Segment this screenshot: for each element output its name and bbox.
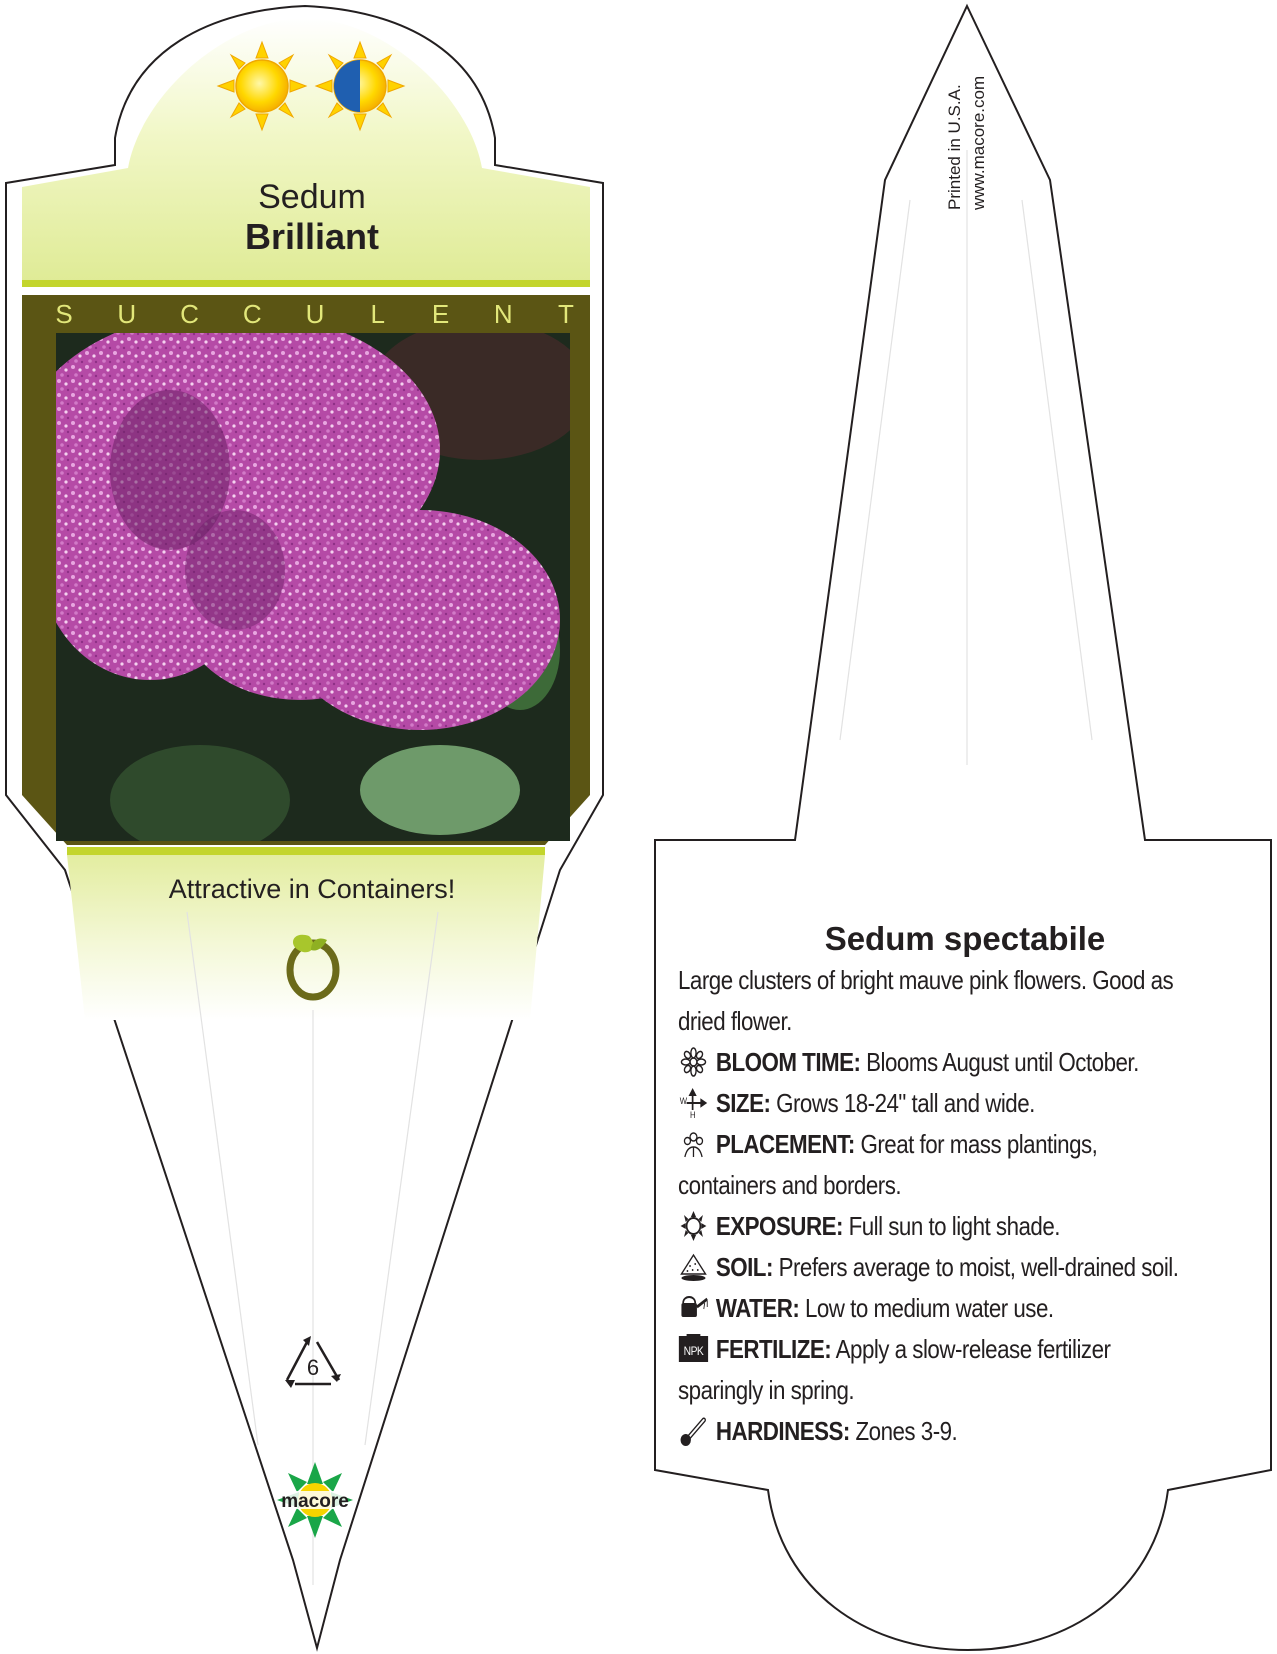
- category-letter: T: [558, 299, 574, 329]
- tagline-band-top: [67, 847, 545, 855]
- care-text: Low to medium water use.: [799, 1293, 1054, 1323]
- recycle-number: 6: [306, 1355, 320, 1380]
- care-label: HARDINESS:: [715, 1416, 850, 1446]
- flower-icon: [678, 1047, 709, 1077]
- care-row: [678, 1247, 1187, 1288]
- printed-in: Printed in U.S.A.: [945, 84, 964, 210]
- care-row: [678, 1411, 1187, 1452]
- care-text: Great for mass plantings, containers and borders.: [678, 1129, 1098, 1200]
- category-letter: C: [242, 299, 262, 329]
- sun-outline-icon: [678, 1211, 709, 1241]
- npk-icon: [678, 1334, 709, 1364]
- macore-logo-icon: [277, 1462, 353, 1538]
- category-letter: C: [180, 299, 199, 329]
- website: www.macore.com: [969, 75, 988, 210]
- category-label: [55, 299, 574, 329]
- category-letter: E: [431, 299, 450, 329]
- care-text: Blooms August until October.: [860, 1047, 1139, 1077]
- care-list: [678, 1042, 1187, 1452]
- svg-text:H: H: [690, 1109, 696, 1118]
- plant-variety: Brilliant: [244, 216, 380, 257]
- care-label: BLOOM TIME:: [715, 1047, 861, 1077]
- care-text: Grows 18-24" tall and wide.: [770, 1088, 1035, 1118]
- size-arrows-icon: [678, 1088, 709, 1118]
- care-text: Apply a slow-release fertilizer sparingly in spring.: [678, 1334, 1111, 1405]
- care-row: [678, 1124, 1187, 1206]
- care-row: [678, 1329, 1187, 1411]
- thermometer-icon: [678, 1416, 709, 1446]
- category-letter: U: [117, 299, 137, 329]
- care-text: Zones 3-9.: [849, 1416, 958, 1446]
- category-letter: L: [370, 299, 385, 329]
- care-row: [678, 1042, 1187, 1083]
- brand-name: macore: [281, 1491, 349, 1512]
- care-row: [678, 1288, 1187, 1329]
- plant-description: Large clusters of bright mauve pink flowers. Good as dried flower.: [678, 965, 1174, 1036]
- soil-icon: [678, 1252, 709, 1282]
- title-band-underline: [22, 280, 590, 287]
- plant-photo: [20, 310, 590, 855]
- tagline: Attractive in Containers!: [168, 874, 456, 904]
- care-details: [678, 960, 1187, 1452]
- category-letter: N: [493, 299, 513, 329]
- plant-genus: Sedum: [258, 178, 366, 216]
- svg-text:NPK: NPK: [683, 1345, 704, 1359]
- category-letter: S: [55, 299, 73, 329]
- care-row: [678, 1083, 1187, 1124]
- care-label: SOIL:: [715, 1252, 773, 1282]
- care-label: WATER:: [715, 1293, 800, 1323]
- category-letter: U: [305, 299, 325, 329]
- care-text: Prefers average to moist, well-drained soil.: [772, 1252, 1179, 1282]
- part-sun-icon: [316, 42, 404, 130]
- care-label: SIZE:: [715, 1088, 771, 1118]
- full-sun-icon: [218, 42, 306, 130]
- placement-icon: [678, 1129, 709, 1159]
- watering-can-icon: [678, 1293, 709, 1323]
- care-label: EXPOSURE:: [715, 1211, 843, 1241]
- care-label: PLACEMENT:: [715, 1129, 855, 1159]
- front-tag: [6, 6, 603, 1648]
- care-row: [678, 1206, 1187, 1247]
- care-label: FERTILIZE:: [715, 1334, 832, 1364]
- care-text: Full sun to light shade.: [842, 1211, 1060, 1241]
- svg-text:W: W: [679, 1095, 687, 1107]
- botanical-name: Sedum spectabile: [824, 920, 1106, 957]
